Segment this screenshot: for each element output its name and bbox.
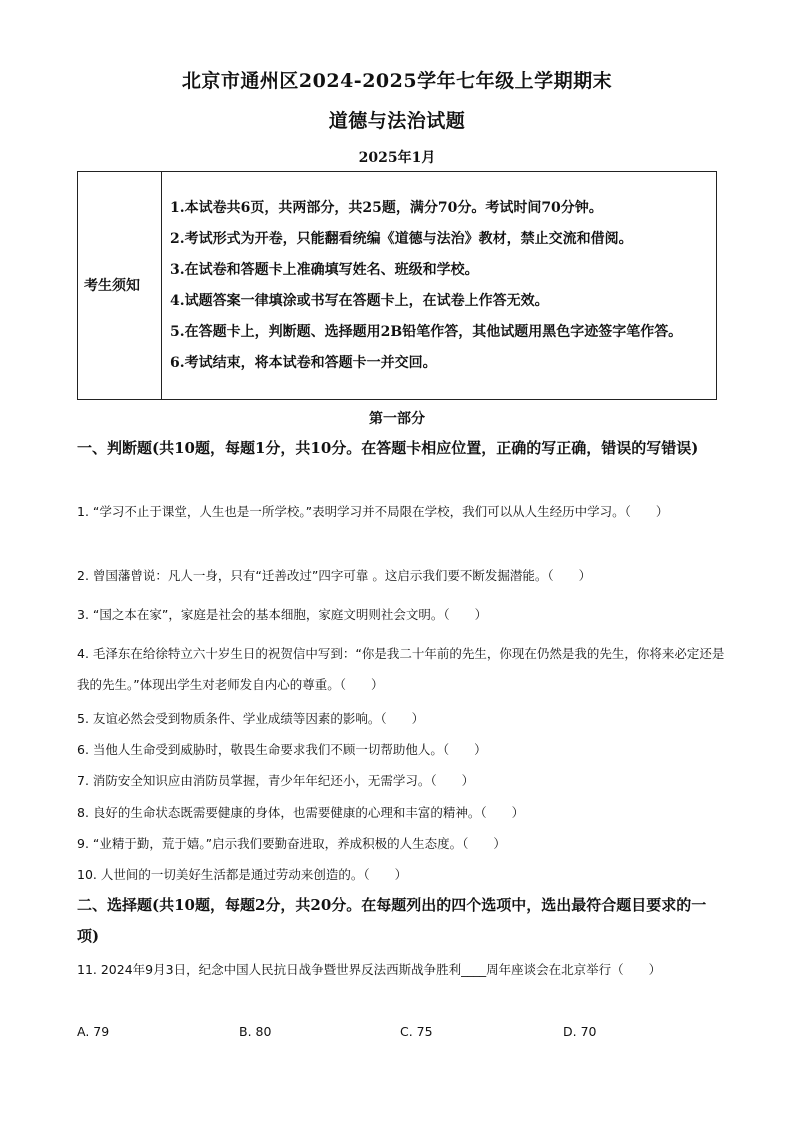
question-item: 2. 曾国藩曾说：凡人一身，只有“迁善改过”四字可靠 。这启示我们要不断发掘潜能。（ ） [77,568,592,583]
question-item: 8. 良好的生命状态既需要健康的身体，也需要健康的心理和丰富的精神。（ ） [77,805,525,820]
instruction-item: 5.在答题卡上，判断题、选择题用2B铅笔作答，其他试题用黑色字迹签字笔作答。 [170,323,683,340]
choice-option-c: C. 75 [400,1024,433,1039]
question-item: 9. “业精于勤，荒于嬉。”启示我们要勤奋进取，养成积极的人生态度。（ ） [77,836,506,851]
choice-option-b: B. 80 [239,1024,272,1039]
exam-title: 北京市通州区2024-2025学年七年级上学期期末 [181,70,613,92]
instruction-item: 2.考试形式为开卷，只能翻看统编《道德与法治》教材，禁止交流和借阅。 [170,230,633,247]
section-judgement-heading: 一、判断题(共10题，每题1分，共10分。在答题卡相应位置，正确的写正确，错误的写错误) [77,439,699,457]
instructions-list [162,172,717,400]
question-item: 3. “国之本在家”，家庭是社会的基本细胞，家庭文明则社会文明。（ ） [77,607,488,622]
question-item: 4. 毛泽东在给徐特立六十岁生日的祝贺信中写到：“你是我二十年前的先生，你现在仍然是我的先生，你将来必定还是我的先生。”体现出学生对老师发自内心的尊重。（ ） [77,646,725,692]
section-choice-heading: 二、选择题(共10题，每题2分，共20分。在每题列出的四个选项中，选出最符合题目要求的一项) [77,896,707,945]
instructions-label: 考生须知 [78,172,162,400]
exam-instructions-table [77,171,717,400]
choice-option-a: A. 79 [77,1024,110,1039]
question-item: 1. “学习不止于课堂，人生也是一所学校。”表明学习并不局限在学校，我们可以从人生经历中学习。（ ） [77,504,669,519]
exam-subject-title: 道德与法治试题 [328,110,466,132]
question-item: 6. 当他人生命受到威胁时，敬畏生命要求我们不顾一切帮助他人。（ ） [77,742,487,757]
instruction-item: 1.本试卷共6页，共两部分，共25题，满分70分。考试时间70分钟。 [170,199,603,216]
choice-option-d: D. 70 [563,1024,597,1039]
question-item: 5. 友谊必然会受到物质条件、学业成绩等因素的影响。（ ） [77,711,425,726]
question-item: 10. 人世间的一切美好生活都是通过劳动来创造的。（ ） [77,867,408,882]
question-item: 11. 2024年9月3日，纪念中国人民抗日战争暨世界反法西斯战争胜利____周年座谈会在北京举行（ ） [77,962,662,977]
part-one-heading: 第一部分 [369,411,425,427]
question-item: 7. 消防安全知识应由消防员掌握，青少年年纪还小，无需学习。（ ） [77,773,475,788]
instruction-item: 4.试题答案一律填涂或书写在答题卡上，在试卷上作答无效。 [170,292,549,309]
instruction-item: 3.在试卷和答题卡上准确填写姓名、班级和学校。 [170,261,479,278]
instruction-item: 6.考试结束，将本试卷和答题卡一并交回。 [170,354,437,371]
exam-date: 2025年1月 [358,150,436,166]
